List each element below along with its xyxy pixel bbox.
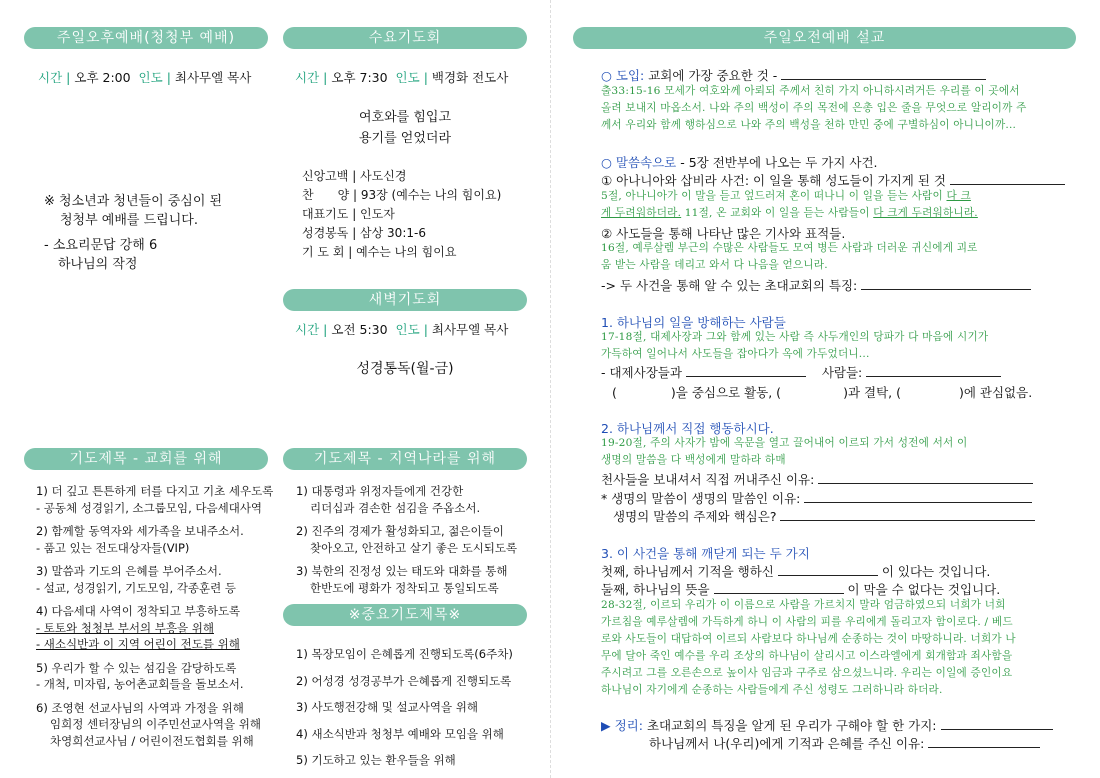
blank-line — [778, 563, 878, 576]
list-item: 4) 새소식반과 청청부 예배와 모임을 위해 — [296, 726, 504, 741]
list-item: 5) 우리가 할 수 있는 섬김을 감당하도록 - 개척, 미자립, 농어촌교회들을 돌보소서. — [36, 660, 244, 691]
list-item: 3) 말씀과 기도의 은혜를 부어주소서. - 설교, 성경읽기, 기도모임, 각종훈련 등 — [36, 564, 237, 595]
list-item: 1) 목장모임이 은혜롭게 진행되도록(6주차) — [296, 647, 513, 661]
dawn-prayer-title: 새벽기도회 — [283, 289, 527, 311]
wednesday-order-list — [302, 167, 501, 262]
important-prayer-title: ※중요기도제목※ — [283, 604, 527, 626]
prayer-region-title: 기도제목 - 지역나라를 위해 — [283, 448, 527, 470]
important-prayer-list — [296, 641, 536, 774]
afternoon-service-meta: 시간 | 오후 2:00 인도 | 최사무엘 목사 — [38, 70, 252, 85]
prayer-church-list — [36, 483, 276, 756]
blank-line — [781, 67, 986, 80]
wednesday-prayer-title: 수요기도회 — [283, 27, 527, 49]
blank-line — [928, 735, 1040, 748]
list-item: 2) 함께할 동역자와 세가족을 보내주소서. - 품고 있는 전도대상자들(VIP) — [36, 524, 244, 555]
wednesday-theme: 여호와를 힘입고 용기를 얻었더라 — [358, 110, 452, 146]
prayer-church-title: 기도제목 - 교회를 위해 — [24, 448, 268, 470]
blank-line — [714, 581, 844, 594]
section-three-line1: 첫째, 하나님께서 기적을 행하신 이 있다는 것입니다. — [601, 564, 991, 579]
list-item: 5) 기도하고 있는 환우들을 위해 — [296, 753, 456, 767]
dawn-prayer-meta: 시간 | 오전 5:30 인도 | 최사무엘 목사 — [295, 322, 509, 337]
list-item: 1) 대통령과 위정자들에게 건강한 리더십과 겸손한 섬김을 주옵소서. — [296, 484, 481, 515]
list-item: 2) 어성경 성경공부가 은혜롭게 진행되도록 — [296, 673, 512, 688]
order-row: 성경봉독 | 삼상 30:1-6 — [302, 226, 426, 240]
section-one-verse: 17-18절, 대제사장과 그와 함께 있는 사람 즉 사두개인의 당파가 다 마음에 시기가 가득하여 일어나서 사도들을 잡아다가 옥에 가두었더니... — [601, 331, 989, 360]
blank-line — [866, 364, 1001, 377]
summary-line2: 하나님께서 나(우리)에게 기적과 은혜를 주신 이유: — [649, 734, 1040, 752]
order-row: 대표기도 | 인도자 — [302, 207, 395, 221]
list-item: 3) 북한의 진정성 있는 태도와 대화를 통해 한반도에 평화가 정착되고 통일되도록 — [296, 564, 508, 595]
blank-line — [950, 172, 1065, 185]
order-row: 찬 양 | 93장 (예수는 나의 힘이요) — [302, 188, 502, 202]
point-two-verse: 16절, 예루살렘 부근의 수많은 사람들도 모여 병든 사람과 더러운 귀신에게 괴로 움 받는 사람을 데리고 와서 다 나음을 얻으니라. — [601, 242, 978, 271]
point-one: ① 아나니아와 삽비라 사건: 이 일을 통해 성도들이 가지게 된 것 — [601, 171, 1065, 189]
list-item: 6) 조영현 선교사님의 사역과 가정을 위해 임희정 센터장님의 이주민선교사역을 위해 차영희선교사님 / 어린이전도협회를 위해 — [36, 700, 261, 748]
section-three-line2: 둘째, 하나님의 뜻을 이 막을 수 없다는 것입니다. — [601, 582, 1001, 597]
afternoon-note: ※ 청소년과 청년들이 중심이 된 청청부 예배를 드립니다. - 소요리문답 강해 6 하나님의 작정 — [44, 194, 223, 272]
afternoon-service-title: 주일오후예배(청청부 예배) — [24, 27, 268, 49]
blank-line — [941, 717, 1053, 730]
sermon-title: 주일오전예배 설교 — [573, 27, 1076, 49]
list-item: 4) 다음세대 사역이 정착되고 부흥하도록 - 토토와 청청부 부서의 부흥을 위해 - 새소식반과 이 지역 어린이 전도를 위해 — [36, 604, 241, 651]
blank-line — [804, 490, 1032, 503]
list-item: 2) 진주의 경제가 활성화되고, 젊은이들이 찾아오고, 안전하고 살기 좋은 도시되도록 — [296, 524, 518, 555]
blank-line — [818, 471, 1033, 484]
blank-line — [861, 277, 1031, 290]
summary-line1: ▶ 정리: 초대교회의 특징을 알게 된 우리가 구해야 할 한 가지: — [601, 716, 1053, 734]
point-two: ② 사도들을 통해 나타난 많은 기사와 표적들. — [601, 226, 846, 241]
section-one-title: 1. 하나님의 일을 방해하는 사람들 — [601, 315, 786, 330]
intro-verse: 출33:15-16 모세가 여호와께 아뢰되 주께서 친히 가지 아니하시려거든 우리를 이 곳에서 올려 보내지 마옵소서. 나와 주의 백성이 주의 목전에 은총 입은 줄을 무엇으로 알리이까 주 께서 우리와 함께 행하심으로 나와 주의 백성을 천하 만민 중에 구별하심이 아니니이까... — [601, 85, 1027, 131]
prayer-region-list — [296, 483, 536, 603]
list-item: 3) 사도행전강해 및 설교사역을 위해 — [296, 700, 478, 714]
intro-line: ○ 도입: 교회에 가장 중요한 것 - — [601, 66, 986, 84]
section-two-line3: 생명의 말씀의 주제와 핵심은? — [613, 507, 1035, 525]
section-two-title: 2. 하나님께서 직접 행동하시다. — [601, 421, 774, 436]
section-two-verse: 19-20절, 주의 사자가 밤에 옥문을 열고 끌어내어 이르되 가서 성전에 서서 이 생명의 말씀을 다 백성에게 말하라 하매 — [601, 437, 968, 466]
section-two-line1: 천사들을 보내셔서 직접 꺼내주신 이유: — [601, 470, 1033, 488]
word-line: ○ 말씀속으로 - 5장 전반부에 나오는 두 가지 사건. — [601, 155, 878, 170]
blank-line — [686, 364, 806, 377]
section-three-title: 3. 이 사건을 통해 깨닫게 되는 두 가지 — [601, 546, 810, 561]
section-one-line2: ( )을 중심으로 활동, ( )과 결탁, ( )에 관심없음. — [612, 385, 1033, 400]
page-fold — [550, 0, 551, 778]
order-row: 신앙고백 | 사도신경 — [302, 169, 407, 183]
order-row: 기 도 회 | 예수는 나의 힘이요 — [302, 245, 457, 259]
section-one-line1: - 대제사장들과 사람들: — [601, 363, 1001, 381]
dawn-reading: 성경통독(월-금) — [356, 361, 454, 377]
section-two-line2: * 생명의 말씀이 생명의 말씀인 이유: — [601, 489, 1032, 507]
section-three-verse: 28-32절, 이르되 우리가 이 이름으로 사람을 가르치지 말라 엄금하였으되 너희가 너희 가르침을 예루살렘에 가득하게 하니 이 사람의 피를 우리에게 돌리고자 함이로다. / 베드 로와 사도들이 대답하여 이르되 사람보다 하나님께 순종하는 것이 마땅하니라. 너희가 나 무에 달아 죽인 예수를 우리 조상의 하나님이 살리시고 이스라엘에게 회개함과 죄사함을 주시려고 그를 오른손으로 높이사 임금과 구주로 삼으셨느니라. 우리는 이일에 증인이요 하나님이 자기에게 순종하는 사람들에게 주신 성령도 그러하니라 하더라. — [601, 599, 1016, 696]
point-one-verse: 5절, 아나니아가 이 말을 듣고 엎드러져 혼이 떠나니 이 일을 듣는 사람이 다 크 게 두려워하더라. 11절, 온 교회와 이 일을 듣는 사람들이 다 크게 두려워하니라. — [601, 190, 978, 219]
point-three: -> 두 사건을 통해 알 수 있는 초대교회의 특징: — [601, 276, 1031, 294]
wednesday-prayer-meta: 시간 | 오후 7:30 인도 | 백경화 전도사 — [295, 70, 509, 85]
blank-line — [780, 508, 1035, 521]
list-item: 1) 더 깊고 튼튼하게 터를 다지고 기초 세우도록 - 공동체 성경읽기, 소그룹모임, 다음세대사역 — [36, 484, 274, 515]
